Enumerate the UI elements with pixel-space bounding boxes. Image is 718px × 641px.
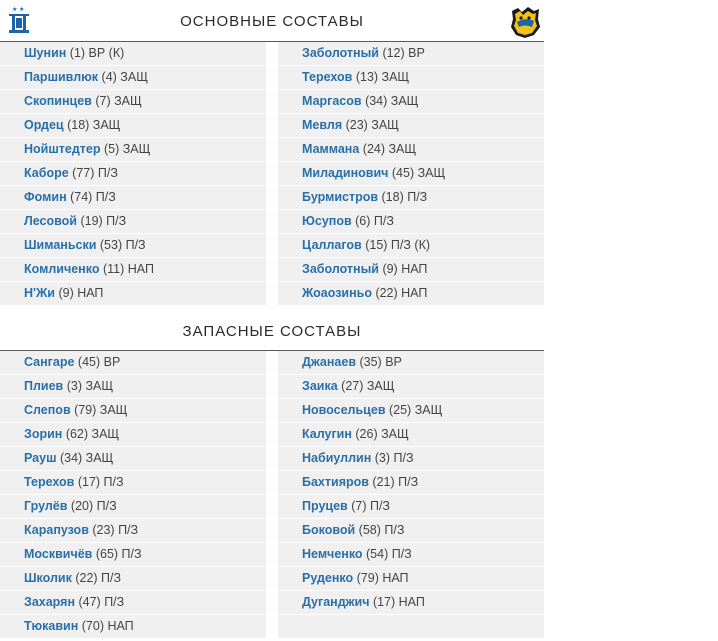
- player-name-link[interactable]: Комличенко: [24, 262, 100, 276]
- player-name-link[interactable]: Карапузов: [24, 523, 89, 537]
- player-name-link[interactable]: Новосельцев: [302, 403, 386, 417]
- player-number-position: (24) ЗАЩ: [359, 142, 417, 156]
- starting-lineups-header: [0, 1, 544, 42]
- player-number-position: (15) П/З (К): [361, 238, 431, 252]
- player-number-position: (62) ЗАЩ: [62, 427, 120, 441]
- player-row: [0, 114, 266, 137]
- player-number-position: (45) ВР: [74, 355, 121, 369]
- player-row: [278, 591, 544, 614]
- player-number-position: (17) П/З: [74, 475, 124, 489]
- player-name-link[interactable]: Бурмистров: [302, 190, 379, 204]
- player-row: [0, 351, 266, 374]
- player-row: [278, 399, 544, 422]
- player-number-position: (1) ВР (К): [66, 46, 125, 60]
- player-row: [0, 282, 266, 305]
- home-substitutes-list: [0, 351, 266, 639]
- player-row: [0, 258, 266, 281]
- player-name-link[interactable]: Дуганджич: [302, 595, 370, 609]
- player-name-link[interactable]: Н'Жи: [24, 286, 55, 300]
- player-row: [278, 90, 544, 113]
- player-number-position: (18) ЗАЩ: [63, 118, 121, 132]
- player-number-position: (79) ЗАЩ: [70, 403, 128, 417]
- player-number-position: (74) П/З: [66, 190, 116, 204]
- player-number-position: (3) П/З: [371, 451, 414, 465]
- player-number-position: (35) ВР: [356, 355, 402, 369]
- player-number-position: (18) П/З: [378, 190, 428, 204]
- home-starting-list: [0, 42, 266, 306]
- player-row: [0, 234, 266, 257]
- player-name-link[interactable]: Маммана: [302, 142, 360, 156]
- player-row: [0, 615, 266, 638]
- player-number-position: (22) НАП: [371, 286, 428, 300]
- player-number-position: (23) П/З: [88, 523, 139, 537]
- player-number-position: (70) НАП: [78, 619, 134, 633]
- player-row: [0, 210, 266, 233]
- player-name-link[interactable]: Бахтияров: [302, 475, 369, 489]
- player-name-link[interactable]: Цаллагов: [302, 238, 362, 252]
- substitutes-title: ЗАПАСНЫЕ СОСТАВЫ: [182, 323, 362, 340]
- player-row: [0, 591, 266, 614]
- player-row: [0, 138, 266, 161]
- player-name-link[interactable]: Грулёв: [24, 499, 68, 513]
- player-number-position: (65) П/З: [92, 547, 142, 561]
- player-number-position: (11) НАП: [99, 262, 154, 276]
- player-name-link[interactable]: Нойштедтер: [24, 142, 101, 156]
- player-row: [278, 66, 544, 89]
- player-name-link[interactable]: Шунин: [24, 46, 67, 60]
- player-number-position: (47) П/З: [75, 595, 125, 609]
- player-row: [0, 471, 266, 494]
- empty-row: [278, 615, 544, 638]
- player-number-position: (17) НАП: [369, 595, 425, 609]
- player-row: [278, 567, 544, 590]
- player-name-link[interactable]: Миладинович: [302, 166, 389, 180]
- player-row: [278, 423, 544, 446]
- substitutes-section: [0, 311, 544, 639]
- player-row: [278, 282, 544, 305]
- player-number-position: (5) ЗАЩ: [100, 142, 151, 156]
- player-row: [0, 186, 266, 209]
- player-name-link[interactable]: Жоаозиньо: [302, 286, 372, 300]
- player-name-link[interactable]: Ордец: [24, 118, 64, 132]
- player-row: [0, 162, 266, 185]
- player-name-link[interactable]: Фомин: [24, 190, 67, 204]
- player-name-link[interactable]: Захарян: [24, 595, 76, 609]
- substitutes-header: [0, 311, 544, 351]
- player-row: [0, 399, 266, 422]
- player-name-link[interactable]: Слепов: [24, 403, 71, 417]
- player-row: [278, 234, 544, 257]
- player-name-link[interactable]: Рауш: [24, 451, 57, 465]
- player-row: [278, 495, 544, 518]
- player-row: [0, 567, 266, 590]
- player-row: [0, 375, 266, 398]
- player-name-link[interactable]: Зорин: [24, 427, 63, 441]
- player-name-link[interactable]: Пруцев: [302, 499, 348, 513]
- player-name-link[interactable]: Терехов: [24, 475, 75, 489]
- player-number-position: (25) ЗАЩ: [385, 403, 443, 417]
- player-number-position: (27) ЗАЩ: [337, 379, 395, 393]
- player-name-link[interactable]: Терехов: [302, 70, 353, 84]
- away-starting-list: [278, 42, 544, 306]
- player-row: [278, 351, 544, 374]
- player-row: [278, 543, 544, 566]
- player-row: [278, 519, 544, 542]
- away-substitutes-list: [278, 351, 544, 639]
- player-name-link[interactable]: Набиуллин: [302, 451, 372, 465]
- player-number-position: (23) ЗАЩ: [342, 118, 399, 132]
- player-number-position: (54) П/З: [362, 547, 412, 561]
- player-name-link[interactable]: Сангаре: [24, 355, 75, 369]
- player-number-position: (22) П/З: [71, 571, 122, 585]
- player-number-position: (45) ЗАЩ: [388, 166, 446, 180]
- player-number-position: (7) ЗАЩ: [91, 94, 142, 108]
- player-number-position: (9) НАП: [54, 286, 104, 300]
- player-row: [278, 258, 544, 281]
- player-number-position: (3) ЗАЩ: [63, 379, 114, 393]
- player-name-link[interactable]: Немченко: [302, 547, 363, 561]
- player-name-link[interactable]: Боковой: [302, 523, 356, 537]
- starting-lineups-title: ОСНОВНЫЕ СОСТАВЫ: [180, 13, 364, 30]
- player-number-position: (21) П/З: [368, 475, 419, 489]
- player-row: [0, 66, 266, 89]
- player-number-position: (53) П/З: [96, 238, 146, 252]
- player-number-position: (12) ВР: [378, 46, 425, 60]
- starting-lineups-section: [0, 1, 544, 306]
- player-name-link[interactable]: Заболотный: [302, 46, 379, 60]
- player-number-position: (77) П/З: [68, 166, 118, 180]
- player-name-link[interactable]: Плиев: [24, 379, 64, 393]
- player-name-link[interactable]: Москвичёв: [24, 547, 93, 561]
- player-number-position: (7) П/З: [347, 499, 390, 513]
- player-name-link[interactable]: Каборе: [24, 166, 69, 180]
- player-row: [0, 90, 266, 113]
- player-name-link[interactable]: Руденко: [302, 571, 354, 585]
- player-name-link[interactable]: Заика: [302, 379, 338, 393]
- player-number-position: (19) П/З: [77, 214, 127, 228]
- player-name-link[interactable]: Лесовой: [24, 214, 77, 228]
- player-number-position: (79) НАП: [353, 571, 409, 585]
- player-name-link[interactable]: Школик: [24, 571, 72, 585]
- player-row: [278, 375, 544, 398]
- svg-text:★: ★: [19, 6, 25, 13]
- player-row: [278, 447, 544, 470]
- player-name-link[interactable]: Мевля: [302, 118, 343, 132]
- player-row: [0, 42, 266, 65]
- player-row: [278, 162, 544, 185]
- player-row: [278, 210, 544, 233]
- player-name-link[interactable]: Калугин: [302, 427, 352, 441]
- player-number-position: (9) НАП: [378, 262, 428, 276]
- player-number-position: (34) ЗАЩ: [361, 94, 419, 108]
- player-number-position: (20) П/З: [67, 499, 117, 513]
- player-row: [278, 186, 544, 209]
- player-row: [0, 495, 266, 518]
- player-name-link[interactable]: Скопинцев: [24, 94, 92, 108]
- player-row: [0, 447, 266, 470]
- player-number-position: (13) ЗАЩ: [352, 70, 410, 84]
- player-name-link[interactable]: Юсупов: [302, 214, 352, 228]
- player-number-position: (34) ЗАЩ: [56, 451, 114, 465]
- player-name-link[interactable]: Джанаев: [302, 355, 357, 369]
- player-row: [278, 42, 544, 65]
- player-name-link[interactable]: Заболотный: [302, 262, 379, 276]
- player-row: [0, 543, 266, 566]
- player-name-link[interactable]: Шиманьски: [24, 238, 97, 252]
- player-number-position: (6) П/З: [351, 214, 394, 228]
- player-name-link[interactable]: Тюкавин: [24, 619, 79, 633]
- player-row: [278, 471, 544, 494]
- player-row: [278, 138, 544, 161]
- sochi-logo[interactable]: [508, 5, 542, 44]
- player-number-position: (26) ЗАЩ: [351, 427, 409, 441]
- player-row: [0, 519, 266, 542]
- player-row: [278, 114, 544, 137]
- svg-text:★: ★: [12, 6, 18, 13]
- player-name-link[interactable]: Паршивлюк: [24, 70, 99, 84]
- player-name-link[interactable]: Маргасов: [302, 94, 362, 108]
- player-row: [0, 423, 266, 446]
- player-number-position: (4) ЗАЩ: [98, 70, 148, 84]
- player-number-position: (58) П/З: [355, 523, 405, 537]
